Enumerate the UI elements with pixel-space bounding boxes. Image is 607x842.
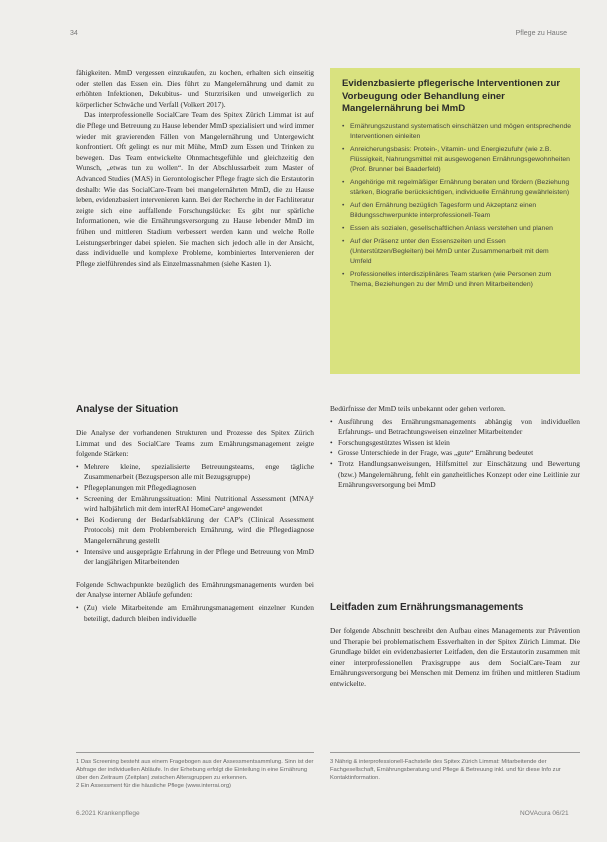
page-number: 34: [70, 30, 78, 37]
list-item: • Auf den Ernährung bezüglich Tagesform und Akzeptanz einen Bildungsschwerpunkte interprofessionell-Team: [342, 201, 572, 221]
paragraph: Das interprofessionelle SocialCare Team des Spitex Zürich Limmat ist auf die Pflege und Betreuung zu Hause lebender MmD spezialisiert und wird immer wieder mit gravierenden Fällen von Mangelernährung und Untergewicht konfrontiert. Oft gelingt es nur mit Mühe, MmD zum Essen und Trinken zu bewegen. Das Team entwickelte Ohnmachtsgefühle und gleichzeitig den Wunsch, „etwas tun zu wollen“. In der Abschlussarbeit zum Master of Advanced Studies (MAS) in Gerontologischer Pflege fragte sich die Erstautorin deshalb: Wie das SocialCare-Team bei mangelernährten MmD, die zu Hause leben, evidenzbasiert intervenieren kann. Bei der Recherche in der Fachliteratur zeigte sich eine auffallende Forschungslücke: Es gibt nur spärliche Informationen, wie die Ernährungsversorgung zu Hause lebender MmD im frühen und mittleren Stadium verbessert werden kann und welche Rolle Leistungserbringer dabei spielen. Sie machen sich jedoch alle in der Ansicht, dass individuelle und komplexe Probleme, kombiniertes Intervenieren der Pflege zielführendes sind als Einzelmassnahmen (siehe Kasten 1).: [76, 110, 314, 268]
list-item: • Pflegeplanungen mit Pflegediagnosen: [76, 483, 314, 494]
list-item: • Mehrere kleine, spezialisierte Betreuungsteams, enge tägliche Zusammenarbeit (Bezugsperson alle mit Bezugsgruppe): [76, 462, 314, 483]
list-item: • Angehörige mit regelmäßiger Ernährung beraten und fördern (Beziehung stärken, Biografie berücksichtigen, individuelle Ernährung gewährleisten): [342, 178, 572, 198]
info-box-title: Evidenzbasierte pflegerische Interventionen zur Vorbeugung oder Behandlung einer Mangelernährung bei MmD: [342, 78, 561, 114]
list-item: • Auf der Präsenz unter den Essenszeiten und Essen (Unterstützen/Begleiten) bei MmD unter Zusammenarbeit mit dem Umfeld: [342, 237, 572, 267]
footnote-text: 1 Das Screening besteht aus einem Fragebogen aus der Assessmentsammlung. Sinn ist der Abfrage der individuellen Abläufe. In der Erhebung erfolgt die Einteilung in eine Ernährung über den Zeitraum (Zeitplan) zwischen Altersgruppen zu erkennen.: [76, 759, 314, 781]
footnote-divider: [76, 752, 314, 753]
section-heading: Leitfaden zum Ernährungsmanagements: [330, 602, 524, 613]
list-item: • Trotz Handlungsanweisungen, Hilfsmittel zur Einschätzung und Bewertung (bzw.) Mangelernährung, fehlt ein ganzheitliches Konzept oder eine Leitlinie zur Ernährungsversorgung bei MmD: [330, 459, 580, 491]
footer-left: 6.2021 Krankenpflege: [76, 810, 140, 817]
paragraph: Folgende Schwachpunkte bezüglich des Ernährungsmanagements wurden bei der Analyse interner Abläufe gefunden:: [76, 579, 314, 600]
list-item: • Ernährungszustand systematisch einschätzen und mögen entsprechende Interventionen einleiten: [342, 122, 572, 142]
footnote: [76, 758, 314, 790]
left-column-analysis: [76, 428, 314, 624]
list-item: • Essen als sozialen, gesellschaftlichen Anlass verstehen und planen: [342, 224, 572, 234]
weakness-list-cont: [330, 417, 580, 491]
footnote-text: 2 Ein Assessment für die häusliche Pflege (www.interrai.org): [76, 783, 231, 789]
section-title: Pflege zu Hause: [515, 30, 567, 37]
section-heading: Analyse der Situation: [76, 404, 179, 415]
right-column-guide: [330, 626, 580, 690]
list-item: • Intensive und ausgeprägte Erfahrung in der Pflege und Betreuung von MmD der langjährigen Mitarbeitenden: [76, 547, 314, 568]
footnote-divider: [330, 752, 580, 753]
list-item: • Anreicherungsbasis: Protein-, Vitamin- und Energiezufuhr (wie z.B. Flüssigkeit, Nahrungsmittel mit ausgewogenen Ernährungsgewohnheiten (Prof. Brunner bei Baaderfeld): [342, 145, 572, 175]
right-column-weaknesses: [330, 404, 580, 491]
list-item: • Ausführung des Ernährungsmanagements abhängig von individuellen Erfahrungs- und Betrachtungsweisen einzelner Mitarbeitender: [330, 417, 580, 438]
strengths-list: [76, 462, 314, 568]
list-item: • Professionelles interdisziplinäres Team starken (wie Personen zum Thema, Beziehungen zu der MmD und ihren Mitarbeitenden): [342, 270, 572, 290]
footer-right: NOVAcura 06/21: [520, 810, 569, 817]
paragraph: Bedürfnisse der MmD teils unbekannt oder gehen verloren.: [330, 404, 506, 413]
info-box: [330, 68, 580, 374]
page-header: [70, 30, 577, 42]
footnote: 3 Nährig & interprofessionell-Fachstelle des Spitex Zürich Limmat: Mitarbeitende der Fachgesellschaft, Ernährungsberatung und Pflege & Betreuung inkl. und für diese Info zur Kontaktinformation.: [330, 759, 561, 781]
left-column-intro: [76, 68, 314, 269]
list-item: • Screening der Ernährungssituation: Mini Nutritional Assessment (MNA)¹ wird halbjährlich mit dem interRAI HomeCare² angewendet: [76, 494, 314, 515]
weakness-list: [76, 603, 314, 624]
list-item: • Forschungsgestütztes Wissen ist klein: [330, 438, 580, 449]
paragraph: Die Analyse der vorhandenen Strukturen und Prozesse des Spitex Zürich Limmat und des SocialCare Teams zum Ernährungsmanagement zeigte folgende Stärken:: [76, 428, 314, 459]
list-item: • Bei Kodierung der Bedarfsabklärung der CAP's (Clinical Assessment Protocols) mit dem Problembereich Ernährung, wird die Pflegediagnose Mangelernährung gestellt: [76, 515, 314, 547]
info-box-list: [342, 122, 572, 290]
paragraph: fähigkeiten. MmD vergessen einzukaufen, zu kochen, erhalten sich einseitig oder stellen das Essen ein. Dies führt zu Mangelernährung und damit zu erhöhten Infektionen, Dekubitus- und Sturzrisiken und unweigerlich zu körperlicher Schwäche und Verfall (Volkert 2017).: [76, 68, 314, 109]
paragraph: Der folgende Abschnitt beschreibt den Aufbau eines Managements zur Prävention und Therapie bei problematischem Essverhalten in der Spitex Zürich Limmat. Die Grundlage bildet ein evidenzbasierter Leitfaden, den die Erstautorin zusammen mit einer interprofessionellen Praxisgruppe aus dem SocialCare-Team zur Ernährungsversorgung bei Menschen mit Demenz im frühen und mittleren Stadium entwickelte.: [330, 626, 580, 688]
list-item: • (Zu) viele Mitarbeitende am Ernährungsmanagement einzelner Kunden beteiligt, dadurch bleiben individuelle: [76, 603, 314, 624]
list-item: • Grosse Unterschiede in der Frage, was „gute“ Ernährung bedeutet: [330, 448, 580, 459]
